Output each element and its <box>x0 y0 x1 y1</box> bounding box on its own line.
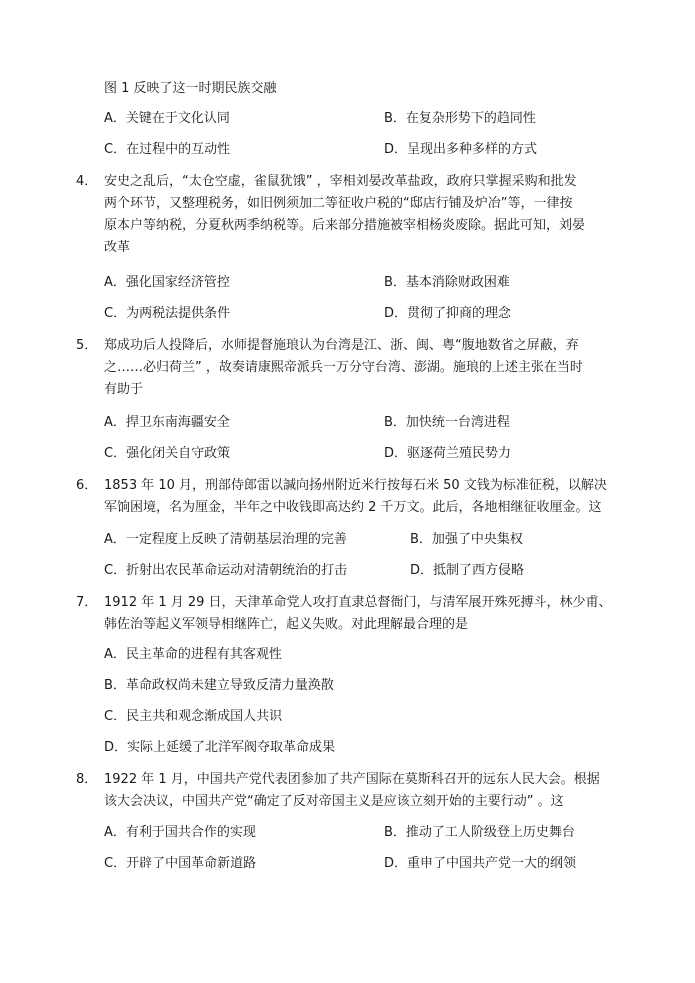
option-text: 为两税法提供条件 <box>126 306 231 321</box>
q6-option-a[interactable] <box>104 530 347 550</box>
q8-stem-line: 该大会决议，中国共产党“确定了反对帝国主义是应该立刻开始的主要行动” 。这 <box>104 794 564 809</box>
option-letter: D． <box>384 446 408 461</box>
option-letter: D． <box>384 856 408 871</box>
option-text: 基本消除财政困难 <box>405 275 510 290</box>
option-text: 一定程度上反映了清朝基层治理的完善 <box>125 532 347 547</box>
option-text: 在过程中的互动性 <box>126 142 231 157</box>
option-text: 开辟了中国革命新道路 <box>126 856 257 871</box>
q8-option-c[interactable] <box>104 854 256 874</box>
option-letter: B． <box>384 275 406 290</box>
option-text: 呈现出多种多样的方式 <box>407 142 538 157</box>
option-text: 加快统一台湾进程 <box>405 415 510 430</box>
q4-stem-line: 改革 <box>104 240 131 255</box>
q7-option-d[interactable] <box>104 738 335 758</box>
option-letter: A． <box>104 647 126 662</box>
q7-stem-line: 韩佐治等起义军领导相继阵亡，起义失败。对此理解最合理的是 <box>104 617 469 632</box>
option-letter: D． <box>384 142 408 157</box>
option-text: 关键在于文化认同 <box>125 111 230 126</box>
option-letter: C． <box>104 709 127 724</box>
q5-stem-line: 之……必归荷兰” ，故奏请康熙帝派兵一万分守台湾、澎湖。施琅的上述主张在当时 <box>104 360 583 375</box>
option-letter: C． <box>104 563 127 578</box>
q4-option-b[interactable] <box>384 273 510 293</box>
q3-option-b[interactable] <box>384 109 536 129</box>
q4-option-c[interactable] <box>104 304 230 324</box>
q5-option-d[interactable] <box>384 444 511 464</box>
option-text: 折射出农民革命运动对清朝统治的打击 <box>126 563 348 578</box>
option-letter: B． <box>410 532 432 547</box>
q3-option-d[interactable] <box>384 140 537 160</box>
q8-stem-line: 1922 年 1 月，中国共产党代表团参加了共产国际在莫斯科召开的远东人民大会。根据 <box>104 772 600 787</box>
option-letter: B． <box>104 678 126 693</box>
q6-option-b[interactable] <box>410 530 523 550</box>
q7-stem-line: 1912 年 1 月 29 日，天津革命党人攻打直隶总督衙门，与清军展开殊死搏斗，林少甫、 <box>104 595 612 610</box>
option-text: 实际上延缓了北洋军阀夺取革命成果 <box>127 740 336 755</box>
q4-stem-line: 原本户等纳税，分夏秋两季纳税等。后来部分措施被宰相杨炎废除。据此可知，刘晏 <box>104 218 586 233</box>
option-letter: A． <box>104 415 126 430</box>
intro-text: 图 1 反映了这一时期民族交融 <box>104 81 277 96</box>
q7-option-b[interactable] <box>104 676 334 696</box>
option-text: 加强了中央集权 <box>431 532 523 547</box>
option-letter: D． <box>104 740 128 755</box>
q4-option-a[interactable] <box>104 273 230 293</box>
q8-option-d[interactable] <box>384 854 576 874</box>
option-text: 强化国家经济管控 <box>125 275 230 290</box>
q8-number: 8． <box>76 772 98 787</box>
option-letter: C． <box>104 446 127 461</box>
q8-option-b[interactable] <box>384 823 575 843</box>
q5-stem-line: 有助于 <box>104 382 144 397</box>
option-text: 革命政权尚未建立导致反清力量涣散 <box>125 678 334 693</box>
q6-stem-line: 1853 年 10 月，刑部侍郎雷以諴向扬州附近米行按每石米 50 文钱为标准征税，以解决 <box>104 478 607 493</box>
q5-option-c[interactable] <box>104 444 230 464</box>
q4-stem-line: 两个环节，又整理税务，如旧例须加二等征收户税的“邸店行铺及炉冶”等，一律按 <box>104 196 573 211</box>
option-text: 强化闭关自守政策 <box>126 446 231 461</box>
option-letter: C． <box>104 306 127 321</box>
q4-number: 4． <box>76 174 98 189</box>
q6-stem-line: 军饷困境，名为厘金，半年之中收钱即高达约 2 千万文。此后，各地相继征收厘金。这 <box>104 500 602 515</box>
q5-number: 5． <box>76 338 98 353</box>
option-text: 推动了工人阶级登上历史舞台 <box>405 825 575 840</box>
option-letter: B． <box>384 415 406 430</box>
option-letter: A． <box>104 532 126 547</box>
option-letter: A． <box>104 275 126 290</box>
option-text: 重申了中国共产党一大的纲领 <box>407 856 577 871</box>
q4-stem-line: 安史之乱后，“太仓空虚，雀鼠犹饿” ，宰相刘晏改革盐政，政府只掌握采购和批发 <box>104 174 577 189</box>
q5-stem-line: 郑成功后人投降后，水师提督施琅认为台湾是江、浙、闽、粤“腹地数省之屏蔽，弃 <box>104 338 579 353</box>
q5-option-b[interactable] <box>384 413 510 433</box>
q5-option-a[interactable] <box>104 413 230 433</box>
option-text: 在复杂形势下的趋同性 <box>405 111 536 126</box>
q6-number: 6． <box>76 478 98 493</box>
option-letter: D． <box>384 306 408 321</box>
q7-number: 7． <box>76 595 98 610</box>
q6-option-c[interactable] <box>104 561 347 581</box>
option-letter: A． <box>104 825 126 840</box>
option-text: 民主革命的进程有其客观性 <box>125 647 282 662</box>
option-text: 民主共和观念渐成国人共识 <box>126 709 283 724</box>
option-letter: D． <box>410 563 434 578</box>
q7-option-a[interactable] <box>104 645 282 665</box>
option-letter: B． <box>384 825 406 840</box>
option-letter: C． <box>104 856 127 871</box>
option-text: 抵制了西方侵略 <box>433 563 525 578</box>
q3-option-c[interactable] <box>104 140 230 160</box>
q8-option-a[interactable] <box>104 823 256 843</box>
option-text: 有利于国共合作的实现 <box>125 825 256 840</box>
option-text: 贯彻了抑商的理念 <box>407 306 512 321</box>
option-letter: A． <box>104 111 126 126</box>
option-text: 驱逐荷兰殖民势力 <box>407 446 512 461</box>
q7-option-c[interactable] <box>104 707 282 727</box>
q3-option-a[interactable] <box>104 109 230 129</box>
option-letter: B． <box>384 111 406 126</box>
option-text: 捍卫东南海疆安全 <box>125 415 230 430</box>
option-letter: C． <box>104 142 127 157</box>
q6-option-d[interactable] <box>410 561 524 581</box>
q4-option-d[interactable] <box>384 304 511 324</box>
